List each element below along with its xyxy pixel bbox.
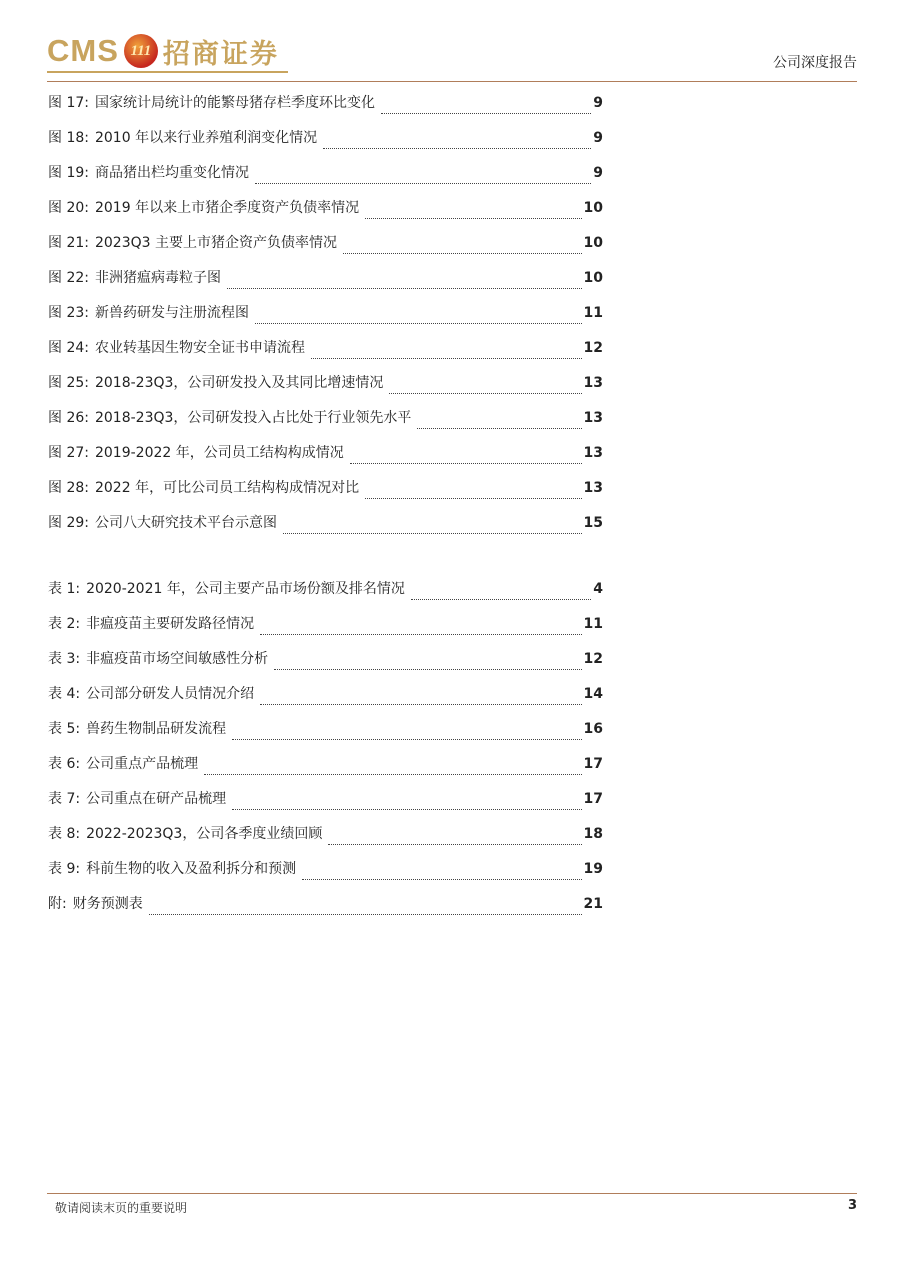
toc-entry-page: 18 xyxy=(583,826,603,842)
toc-entry-title: 2010 年以来行业养殖利润变化情况 xyxy=(94,130,318,146)
toc-entry-page: 11 xyxy=(583,616,603,632)
toc-entry-label: 表 1: xyxy=(48,581,81,597)
footer-divider xyxy=(47,1193,857,1194)
toc-dot-leader xyxy=(260,634,581,635)
toc-entry[interactable] xyxy=(48,267,603,302)
toc-entry-label: 图 27: xyxy=(48,445,89,461)
toc-entry-label: 图 25: xyxy=(48,375,89,391)
toc-entry[interactable] xyxy=(48,512,603,547)
toc-entry-page: 15 xyxy=(583,515,603,531)
toc-entry-page: 9 xyxy=(593,165,603,181)
toc-entry-label: 图 17: xyxy=(48,95,89,111)
footer-disclaimer: 敬请阅读末页的重要说明 xyxy=(55,1201,188,1215)
toc-dot-leader xyxy=(283,533,582,534)
toc-entry-label: 表 5: xyxy=(48,721,81,737)
toc-entry-title: 非瘟疫苗市场空间敏感性分析 xyxy=(86,651,269,667)
toc-entry-title: 2018-23Q3，公司研发投入占比处于行业领先水平 xyxy=(94,410,412,426)
toc-entry-page: 21 xyxy=(583,896,603,912)
toc-entry-title: 商品猪出栏均重变化情况 xyxy=(94,165,249,181)
toc-dot-leader xyxy=(365,218,581,219)
toc-entry-title: 兽药生物制品研发流程 xyxy=(86,721,227,737)
toc-entry-page: 13 xyxy=(583,410,603,426)
toc-entry[interactable] xyxy=(48,858,603,893)
toc-dot-leader xyxy=(255,183,591,184)
toc-entry[interactable] xyxy=(48,753,603,788)
toc-entry-page: 4 xyxy=(593,581,603,597)
toc-dot-leader xyxy=(311,358,582,359)
toc-entry-title: 新兽药研发与注册流程图 xyxy=(94,305,249,321)
toc-entry-page: 9 xyxy=(593,130,603,146)
toc-entry-title: 科前生物的收入及盈利拆分和预测 xyxy=(86,861,297,877)
toc-entry-title: 2019 年以来上市猪企季度资产负债率情况 xyxy=(94,200,360,216)
toc-dot-leader xyxy=(255,323,582,324)
toc-entry-title: 财务预测表 xyxy=(72,896,143,912)
toc-entry-label: 表 6: xyxy=(48,756,81,772)
toc-dot-leader xyxy=(274,669,581,670)
logo-badge-icon: 111 xyxy=(124,34,158,68)
toc-dot-leader xyxy=(227,288,582,289)
logo-text: CMS xyxy=(47,33,119,68)
toc-entry[interactable] xyxy=(48,302,603,337)
toc-dot-leader xyxy=(149,914,582,915)
toc-entry[interactable] xyxy=(48,232,603,267)
toc-entry[interactable] xyxy=(48,613,603,648)
toc-entry[interactable] xyxy=(48,718,603,753)
page-header xyxy=(0,0,905,84)
figure-list xyxy=(48,92,603,547)
toc-entry-title: 2020-2021 年，公司主要产品市场份额及排名情况 xyxy=(86,581,405,597)
toc-entry-title: 2019-2022 年，公司员工结构构成情况 xyxy=(94,445,344,461)
toc-entry-page: 11 xyxy=(583,305,603,321)
page-number: 3 xyxy=(847,1198,857,1213)
toc-entry-title: 非洲猪瘟病毒粒子图 xyxy=(94,270,221,286)
toc-entry[interactable] xyxy=(48,683,603,718)
toc-entry-page: 9 xyxy=(593,95,603,111)
toc-entry[interactable] xyxy=(48,92,603,127)
toc-entry[interactable] xyxy=(48,197,603,232)
toc-dot-leader xyxy=(350,463,582,464)
toc-entry[interactable] xyxy=(48,477,603,512)
toc-entry-label: 附: xyxy=(48,896,67,912)
toc-entry-label: 表 2: xyxy=(48,616,81,632)
toc-entry-label: 表 8: xyxy=(48,826,81,842)
toc-entry[interactable] xyxy=(48,407,603,442)
toc-entry-label: 表 9: xyxy=(48,861,81,877)
toc-entry-title: 农业转基因生物安全证书申请流程 xyxy=(94,340,305,356)
toc-dot-leader xyxy=(381,113,591,114)
toc-entry-page: 10 xyxy=(583,200,603,216)
toc-entry-label: 表 7: xyxy=(48,791,81,807)
toc-entry-title: 公司重点在研产品梳理 xyxy=(86,791,227,807)
toc-entry-title: 2022 年，可比公司员工结构构成情况对比 xyxy=(94,480,360,496)
toc-entry-title: 公司八大研究技术平台示意图 xyxy=(94,515,277,531)
toc-entry-label: 图 19: xyxy=(48,165,89,181)
toc-entry-label: 表 3: xyxy=(48,651,81,667)
toc-dot-leader xyxy=(365,498,581,499)
toc-entry-page: 13 xyxy=(583,445,603,461)
toc-entry-page: 10 xyxy=(583,270,603,286)
header-divider xyxy=(47,81,857,82)
toc-entry-title: 2023Q3 主要上市猪企资产负债率情况 xyxy=(94,235,337,251)
toc-entry-title: 2022-2023Q3，公司各季度业绩回顾 xyxy=(86,826,323,842)
toc-dot-leader xyxy=(323,148,591,149)
toc-entry-page: 13 xyxy=(583,375,603,391)
toc-entry-page: 14 xyxy=(583,686,603,702)
toc-entry[interactable] xyxy=(48,648,603,683)
toc-entry-label: 图 21: xyxy=(48,235,89,251)
toc-entry-label: 图 26: xyxy=(48,410,89,426)
toc-entry-label: 图 20: xyxy=(48,200,89,216)
toc-dot-leader xyxy=(328,844,581,845)
toc-entry-page: 13 xyxy=(583,480,603,496)
toc-entry-page: 17 xyxy=(583,791,603,807)
toc-dot-leader xyxy=(260,704,581,705)
toc-entry-page: 10 xyxy=(583,235,603,251)
toc-entry[interactable] xyxy=(48,893,603,928)
toc-dot-leader xyxy=(302,879,581,880)
toc-entry-page: 12 xyxy=(583,340,603,356)
toc-entry-title: 2018-23Q3，公司研发投入及其同比增速情况 xyxy=(94,375,384,391)
toc-entry-title: 公司部分研发人员情况介绍 xyxy=(86,686,255,702)
cms-logo xyxy=(47,30,279,72)
toc-entry-label: 图 28: xyxy=(48,480,89,496)
toc-dot-leader xyxy=(343,253,582,254)
toc-entry[interactable] xyxy=(48,442,603,477)
toc-dot-leader xyxy=(204,774,581,775)
table-list xyxy=(48,578,603,928)
toc-dot-leader xyxy=(411,599,591,600)
toc-entry[interactable] xyxy=(48,162,603,197)
toc-dot-leader xyxy=(417,428,581,429)
toc-entry-title: 国家统计局统计的能繁母猪存栏季度环比变化 xyxy=(94,95,375,111)
toc-entry[interactable] xyxy=(48,127,603,162)
toc-entry-page: 16 xyxy=(583,721,603,737)
toc-entry[interactable] xyxy=(48,788,603,823)
toc-entry-page: 12 xyxy=(583,651,603,667)
toc-entry[interactable] xyxy=(48,823,603,858)
toc-entry-page: 19 xyxy=(583,861,603,877)
toc-entry-label: 图 22: xyxy=(48,270,89,286)
toc-dot-leader xyxy=(389,393,581,394)
toc-entry-page: 17 xyxy=(583,756,603,772)
toc-entry[interactable] xyxy=(48,578,603,613)
toc-entry-label: 图 23: xyxy=(48,305,89,321)
toc-dot-leader xyxy=(232,809,581,810)
toc-entry[interactable] xyxy=(48,372,603,407)
report-type: 公司深度报告 xyxy=(773,55,857,71)
toc-entry-label: 图 18: xyxy=(48,130,89,146)
toc-entry[interactable] xyxy=(48,337,603,372)
toc-entry-label: 表 4: xyxy=(48,686,81,702)
toc-entry-title: 公司重点产品梳理 xyxy=(86,756,199,772)
logo-chinese-name: 招商证券 xyxy=(162,38,279,70)
toc-entry-label: 图 29: xyxy=(48,515,89,531)
logo-underline xyxy=(47,71,288,73)
toc-entry-title: 非瘟疫苗主要研发路径情况 xyxy=(86,616,255,632)
toc-dot-leader xyxy=(232,739,581,740)
toc-entry-label: 图 24: xyxy=(48,340,89,356)
